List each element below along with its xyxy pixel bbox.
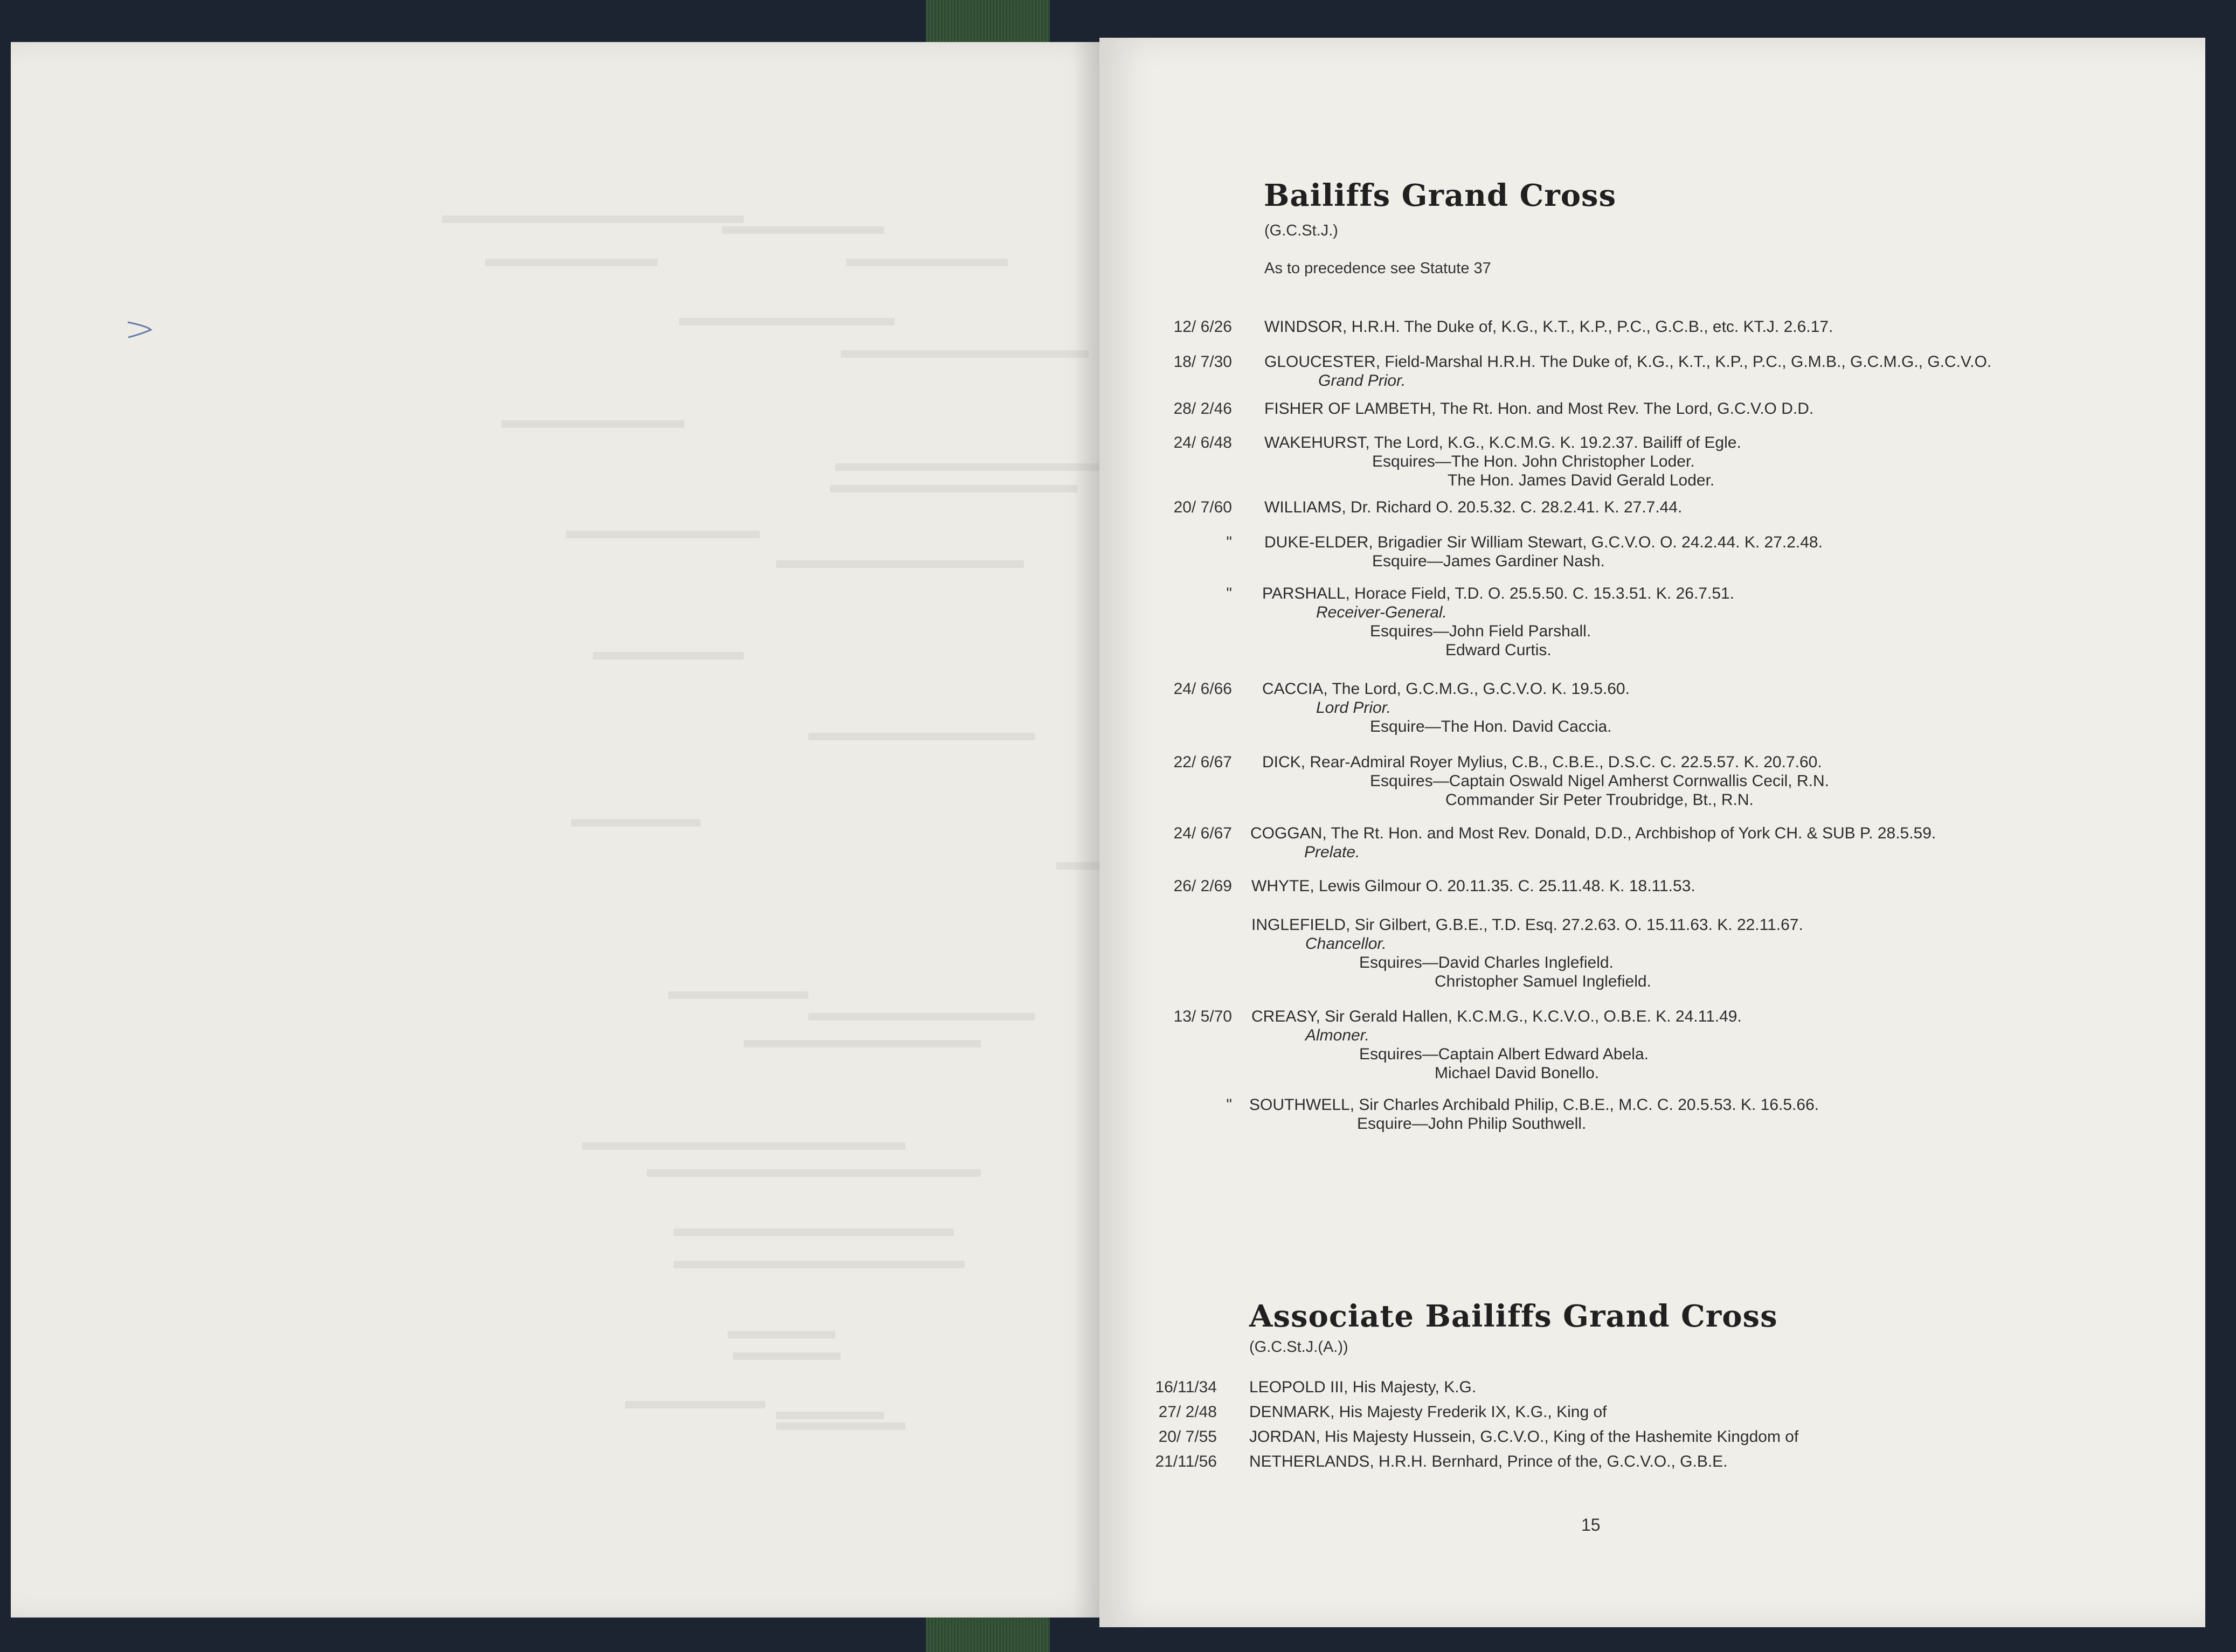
entry-esquire-line: Esquires—David Charles Inglefield. (1359, 954, 1614, 971)
entry-date: 24/ 6/66 (1173, 680, 1232, 698)
entry-name-line: WHYTE, Lewis Gilmour O. 20.11.35. C. 25.11.48. K. 18.11.53. (1251, 877, 1695, 895)
entry-date: 26/ 2/69 (1173, 877, 1232, 895)
show-through-line (808, 1013, 1035, 1021)
associate-entry-date: 21/11/56 (1155, 1453, 1217, 1470)
entry-date: 20/ 7/60 (1173, 498, 1232, 516)
entry-name-line: COGGAN, The Rt. Hon. and Most Rev. Donald, D.D., Archbishop of York CH. & SUB P. 28.5.59. (1250, 824, 1936, 842)
show-through-line (776, 1422, 905, 1430)
entry-office: Chancellor. (1305, 935, 1387, 953)
associate-entry-name: DENMARK, His Majesty Frederik IX, K.G., King of (1249, 1403, 1607, 1421)
show-through-line (846, 259, 1008, 266)
entry-date: " (1226, 585, 1232, 602)
entry-esquire-line: Edward Curtis. (1445, 641, 1552, 659)
associate-entry-name: JORDAN, His Majesty Hussein, G.C.V.O., King of the Hashemite Kingdom of (1249, 1428, 1799, 1446)
entry-date: 24/ 6/67 (1173, 824, 1232, 842)
entry-esquire-line: Esquires—The Hon. John Christopher Loder. (1372, 453, 1695, 470)
entry-date: " (1226, 1096, 1232, 1114)
entry-office: Almoner. (1305, 1026, 1369, 1044)
show-through-line (625, 1401, 765, 1408)
entry-office: Grand Prior. (1318, 372, 1406, 390)
show-through-line (835, 463, 1105, 471)
left-page (11, 42, 1105, 1618)
show-through-line (776, 560, 1024, 568)
entry-esquire-line: Esquires—Captain Oswald Nigel Amherst Cornwallis Cecil, R.N. (1370, 772, 1829, 790)
entry-date: 28/ 2/46 (1173, 400, 1232, 418)
entry-esquire-line: Christopher Samuel Inglefield. (1435, 973, 1651, 990)
entry-esquire-line: Esquire—The Hon. David Caccia. (1370, 718, 1612, 735)
entry-office: Lord Prior. (1316, 699, 1391, 717)
entry-office: Prelate. (1304, 843, 1360, 861)
pen-mark-icon (125, 318, 157, 339)
entry-date: 13/ 5/70 (1173, 1008, 1232, 1025)
show-through-line (566, 531, 760, 538)
entry-esquire-line: Esquire—John Philip Southwell. (1357, 1115, 1587, 1133)
entry-name-line: DUKE-ELDER, Brigadier Sir William Stewart, G.C.V.O. O. 24.2.44. K. 27.2.48. (1264, 533, 1823, 551)
show-through-line (808, 733, 1035, 740)
entry-name-line: PARSHALL, Horace Field, T.D. O. 25.5.50. C. 15.3.51. K. 26.7.51. (1262, 585, 1735, 602)
show-through-line (776, 1412, 884, 1419)
entry-esquire-line: Esquires—John Field Parshall. (1370, 622, 1591, 640)
precedence-note: As to precedence see Statute 37 (1264, 260, 1491, 277)
show-through-line (501, 420, 684, 428)
show-through-line (442, 216, 744, 223)
section2-abbreviation: (G.C.St.J.(A.)) (1249, 1338, 1348, 1356)
entry-office: Receiver-General. (1316, 603, 1447, 621)
show-through-line (674, 1228, 954, 1236)
associate-entry-date: 20/ 7/55 (1158, 1428, 1217, 1446)
page-number: 15 (1581, 1515, 1601, 1535)
show-through-line (668, 991, 808, 999)
section-title-bailiffs-grand-cross: Bailiffs Grand Cross (1264, 178, 1617, 213)
show-through-line (728, 1331, 835, 1338)
entry-date: 24/ 6/48 (1173, 434, 1232, 452)
show-through-line (485, 259, 657, 266)
entry-esquire-line: Michael David Bonello. (1435, 1064, 1600, 1082)
entry-name-line: FISHER OF LAMBETH, The Rt. Hon. and Most Rev. The Lord, G.C.V.O D.D. (1264, 400, 1814, 418)
show-through-line (841, 350, 1089, 358)
associate-entry-date: 16/11/34 (1155, 1378, 1217, 1396)
associate-entry-name: LEOPOLD III, His Majesty, K.G. (1249, 1378, 1477, 1396)
entry-date: 18/ 7/30 (1173, 353, 1232, 371)
associate-entry-date: 27/ 2/48 (1158, 1403, 1217, 1421)
show-through-line (647, 1169, 981, 1177)
section-abbreviation: (G.C.St.J.) (1264, 222, 1338, 239)
show-through-line (679, 318, 895, 325)
entry-name-line: WILLIAMS, Dr. Richard O. 20.5.32. C. 28.2.41. K. 27.7.44. (1264, 498, 1683, 516)
entry-esquire-line: The Hon. James David Gerald Loder. (1448, 471, 1715, 489)
show-through-line (571, 819, 701, 827)
entry-name-line: INGLEFIELD, Sir Gilbert, G.B.E., T.D. Esq. 27.2.63. O. 15.11.63. K. 22.11.67. (1251, 916, 1803, 934)
show-through-line (674, 1261, 965, 1268)
show-through-line (733, 1352, 841, 1360)
entry-name-line: WINDSOR, H.R.H. The Duke of, K.G., K.T., K.P., P.C., G.C.B., etc. KT.J. 2.6.17. (1264, 318, 1833, 336)
entry-name-line: CACCIA, The Lord, G.C.M.G., G.C.V.O. K. 19.5.60. (1262, 680, 1630, 698)
entry-esquire-line: Commander Sir Peter Troubridge, Bt., R.N. (1445, 791, 1754, 809)
entry-date: 12/ 6/26 (1173, 318, 1232, 336)
entry-name-line: SOUTHWELL, Sir Charles Archibald Philip, C.B.E., M.C. C. 20.5.53. K. 16.5.66. (1249, 1096, 1819, 1114)
entry-esquire-line: Esquire—James Gardiner Nash. (1372, 552, 1605, 570)
show-through-line (744, 1040, 981, 1047)
associate-entry-name: NETHERLANDS, H.R.H. Bernhard, Prince of the, G.C.V.O., G.B.E. (1249, 1453, 1728, 1470)
show-through-line (582, 1142, 905, 1150)
entry-date: " (1226, 533, 1232, 551)
entry-name-line: WAKEHURST, The Lord, K.G., K.C.M.G. K. 19.2.37. Bailiff of Egle. (1264, 434, 1741, 452)
show-through-line (722, 226, 884, 234)
entry-name-line: DICK, Rear-Admiral Royer Mylius, C.B., C.B.E., D.S.C. C. 22.5.57. K. 20.7.60. (1262, 753, 1822, 771)
entry-esquire-line: Esquires—Captain Albert Edward Abela. (1359, 1045, 1649, 1063)
show-through-line (830, 485, 1078, 492)
entry-name-line: CREASY, Sir Gerald Hallen, K.C.M.G., K.C.V.O., O.B.E. K. 24.11.49. (1251, 1008, 1742, 1025)
entry-date: 22/ 6/67 (1173, 753, 1232, 771)
section-title-associate-bailiffs-grand-cross: Associate Bailiffs Grand Cross (1249, 1299, 1778, 1334)
entry-name-line: GLOUCESTER, Field-Marshal H.R.H. The Duke of, K.G., K.T., K.P., P.C., G.M.B., G.C.M.G., G.C.V.O. (1264, 353, 1992, 371)
show-through-line (593, 652, 744, 660)
